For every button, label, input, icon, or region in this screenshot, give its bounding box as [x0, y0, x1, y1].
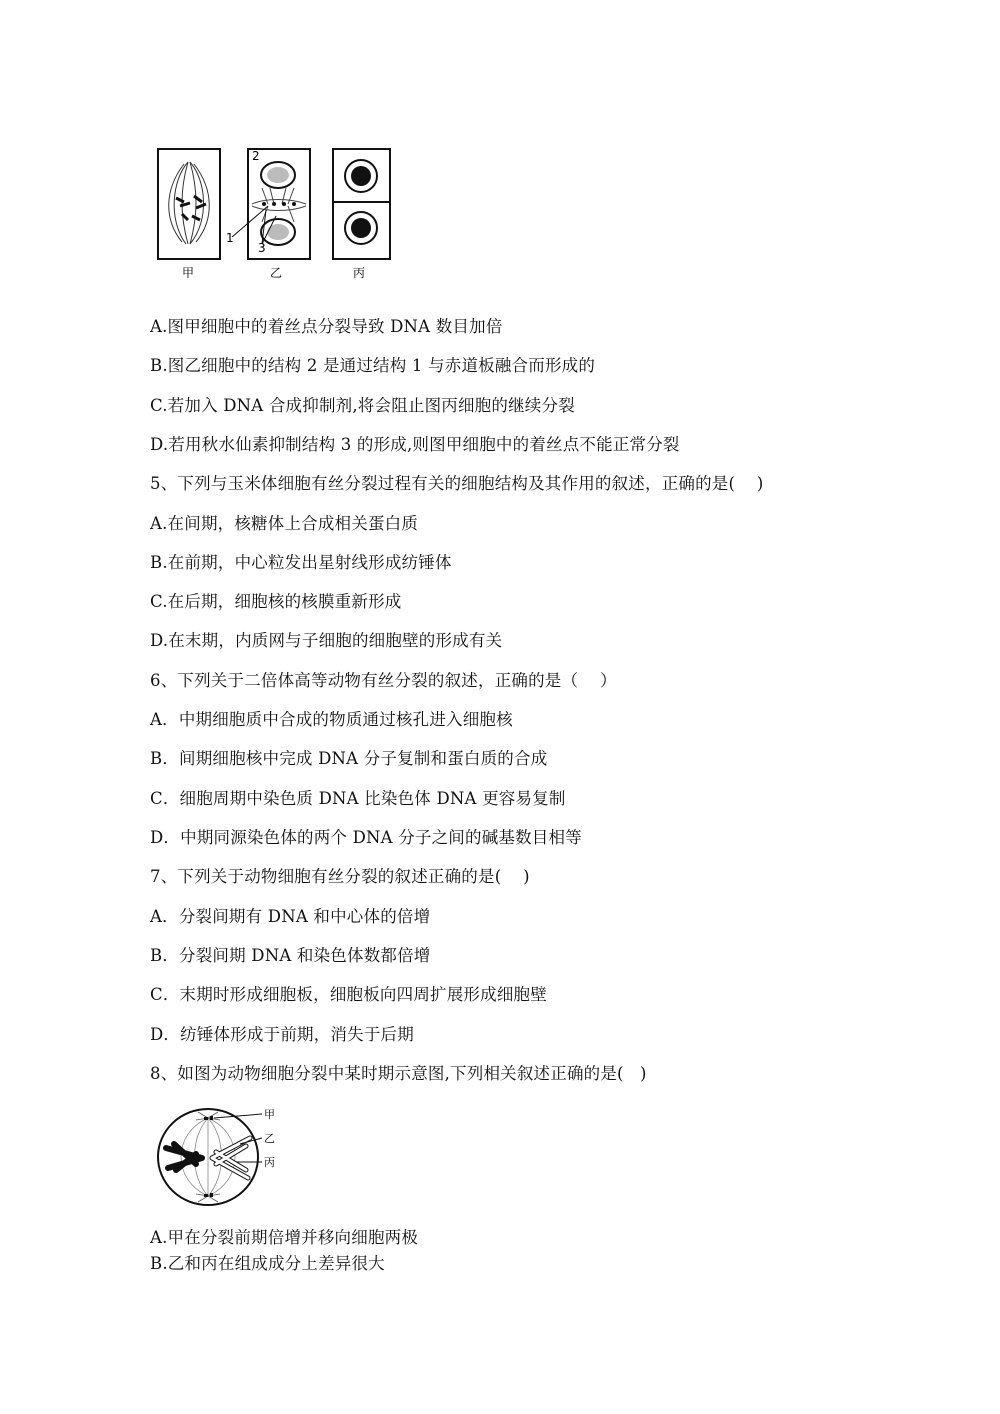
q7-option-a: A．分裂间期有 DNA 和中心体的倍增 — [150, 907, 431, 926]
q5-option-b: B.在前期，中心粒发出星射线形成纺锤体 — [150, 553, 452, 572]
q7-option-d: D．纺锤体形成于前期，消失于后期 — [150, 1025, 414, 1044]
cell-bing-diagram — [333, 149, 390, 259]
cell-jia-diagram — [158, 149, 220, 259]
label-yi-pointer: 乙 — [264, 1132, 275, 1145]
q7-stem: 7、下列关于动物细胞有丝分裂的叙述正确的是( ) — [150, 867, 530, 886]
figure-cell-division-stages — [150, 140, 410, 285]
label-bing: 丙 — [353, 266, 366, 280]
q6-option-d: D．中期同源染色体的两个 DNA 分子之间的碱基数目相等 — [150, 828, 582, 847]
marker-2: 2 — [252, 149, 260, 163]
figure-animal-cell-division — [152, 1104, 312, 1214]
q8-option-b: B.乙和丙在组成成分上差异很大 — [150, 1254, 385, 1273]
q7-option-b: B．分裂间期 DNA 和染色体数都倍增 — [150, 946, 431, 965]
q5-option-d: D.在末期，内质网与子细胞的细胞壁的形成有关 — [150, 631, 503, 650]
label-jia: 甲 — [182, 266, 195, 280]
label-bing-pointer: 丙 — [264, 1156, 275, 1169]
label-yi: 乙 — [270, 266, 283, 280]
q4-option-a: A.图甲细胞中的着丝点分裂导致 DNA 数目加倍 — [150, 317, 503, 336]
q6-option-b: B．间期细胞核中完成 DNA 分子复制和蛋白质的合成 — [150, 749, 548, 768]
q5-option-c: C.在后期，细胞核的核膜重新形成 — [150, 592, 402, 611]
q6-stem: 6、下列关于二倍体高等动物有丝分裂的叙述，正确的是（ ） — [150, 671, 617, 690]
marker-1: 1 — [226, 231, 234, 245]
q5-stem: 5、下列与玉米体细胞有丝分裂过程有关的细胞结构及其作用的叙述，正确的是( ) — [150, 474, 764, 493]
q4-option-d: D.若用秋水仙素抑制结构 3 的形成,则图甲细胞中的着丝点不能正常分裂 — [150, 435, 680, 454]
label-jia-pointer: 甲 — [264, 1108, 275, 1121]
q8-option-a: A.甲在分裂前期倍增并移向细胞两极 — [150, 1228, 419, 1247]
cell-yi-diagram — [232, 149, 310, 259]
q6-option-a: A．中期细胞质中合成的物质通过核孔进入细胞核 — [150, 710, 513, 729]
q8-stem: 8、如图为动物细胞分裂中某时期示意图,下列相关叙述正确的是( ) — [150, 1064, 647, 1083]
marker-3: 3 — [258, 241, 266, 255]
q4-option-c: C.若加入 DNA 合成抑制剂,将会阻止图丙细胞的继续分裂 — [150, 396, 575, 415]
q4-option-b: B.图乙细胞中的结构 2 是通过结构 1 与赤道板融合而形成的 — [150, 356, 596, 375]
q7-option-c: C．末期时形成细胞板，细胞板向四周扩展形成细胞壁 — [150, 985, 547, 1004]
q5-option-a: A.在间期，核糖体上合成相关蛋白质 — [150, 514, 419, 533]
q6-option-c: C．细胞周期中染色质 DNA 比染色体 DNA 更容易复制 — [150, 789, 566, 808]
